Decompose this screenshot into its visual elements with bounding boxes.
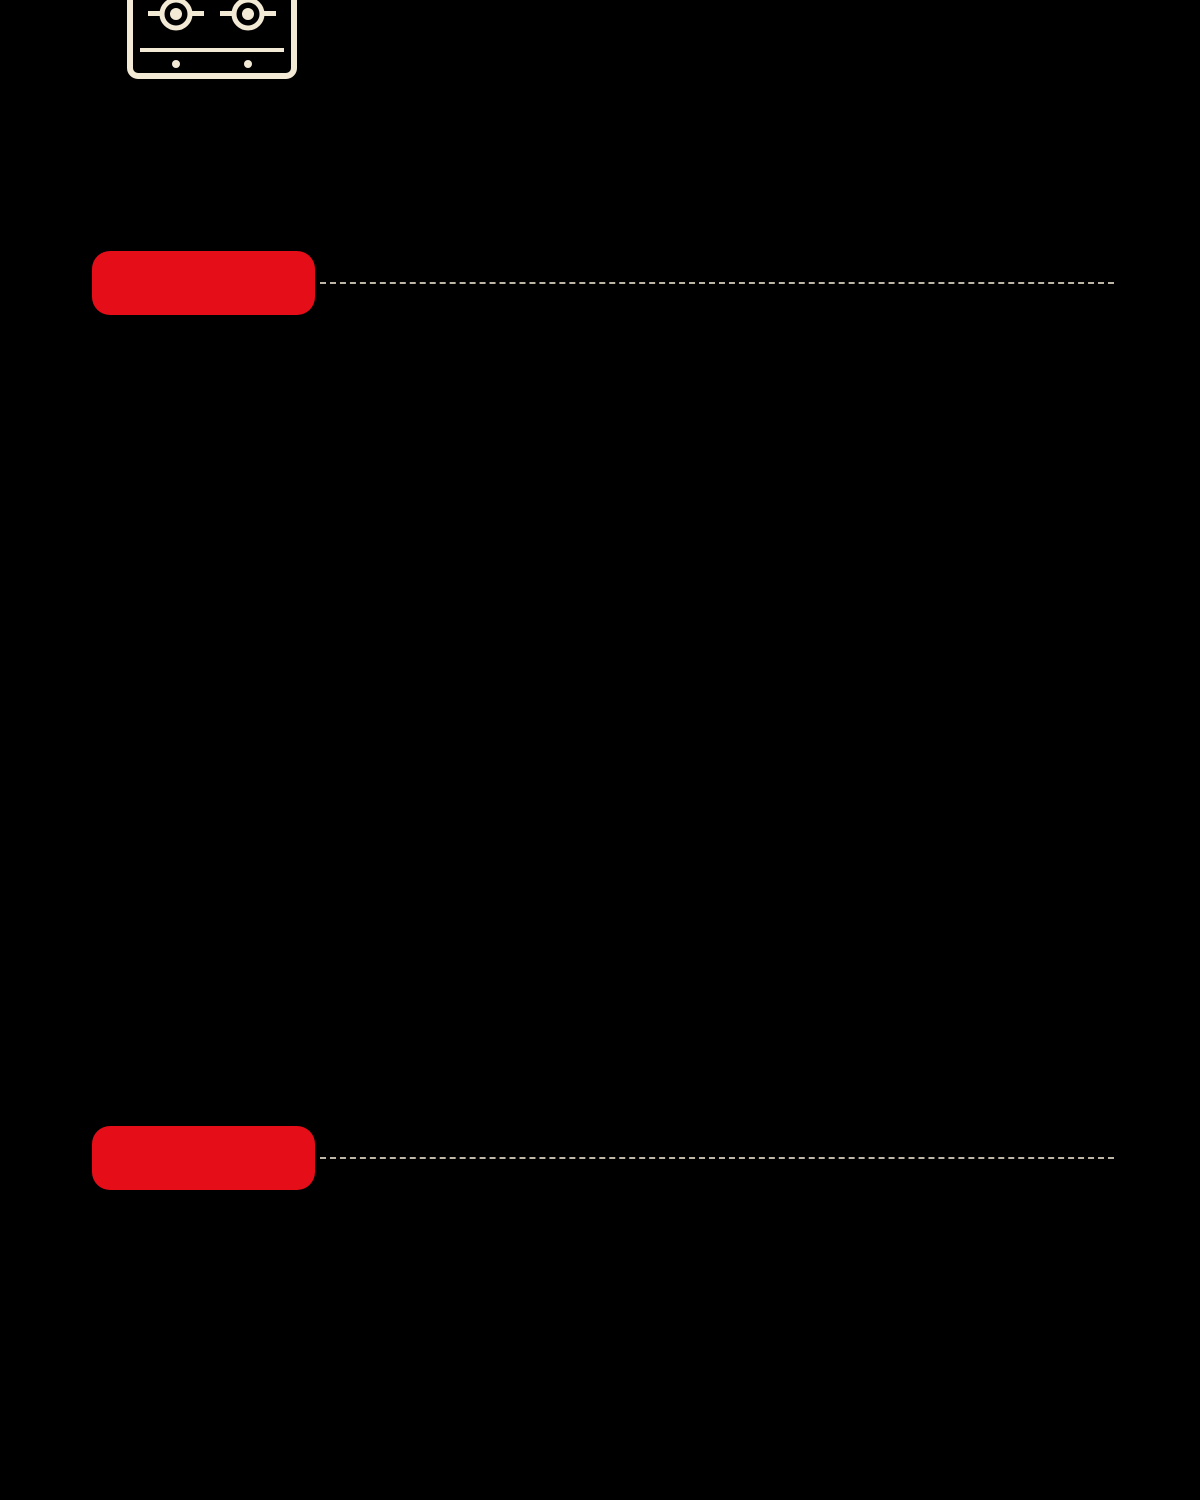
gas-stove-icon [126,0,298,82]
section-title-notes [92,1126,315,1190]
section-header-notes [92,1126,1114,1190]
dashed-divider [320,1157,1114,1159]
section-title-usage [92,251,315,315]
dashed-divider [320,282,1114,284]
section-header-usage [92,251,1114,315]
